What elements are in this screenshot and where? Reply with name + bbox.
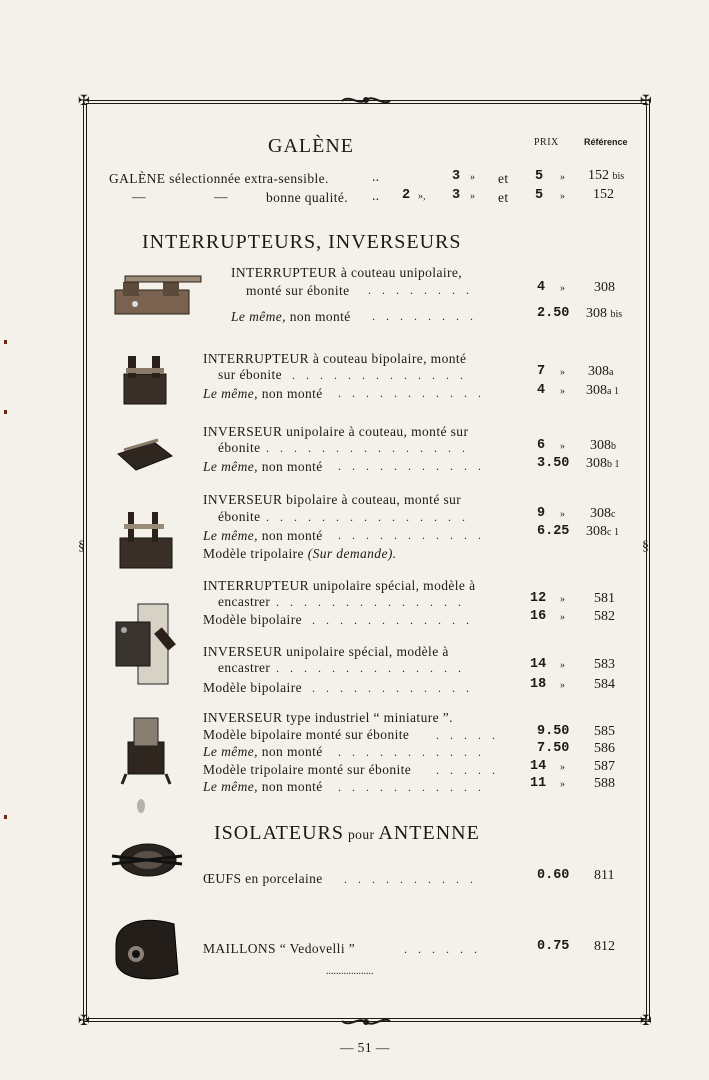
reference-number: 585 [594,724,615,739]
guillemet: » [560,386,565,397]
inverter-unipolar-image [114,436,176,476]
knife-switch-bipolar-image [120,350,170,408]
guillemet: » [560,172,565,183]
dot-leader: . . . . . . . . . . . [338,528,485,542]
section-title-interrupteurs: INTERRUPTEURS, INVERSEURS [142,231,462,253]
reference-number: 152 [593,187,614,202]
dot-leader: . . . . . . . . . . . . [312,613,473,627]
item-description: INVERSEUR unipolaire spécial, modèle à [203,644,449,659]
price: 3 [452,188,461,203]
conjunction-et: et [498,190,509,205]
dot-leader: . . . . . . . . . . . [338,459,485,473]
price: 5 [535,188,544,203]
item-variant: Modèle tripolaire monté sur ébonite [203,762,412,777]
guillemet: » [470,191,475,202]
item-description: MAILLONS “ Vedovelli ” [203,941,356,956]
margin-speck [4,340,7,344]
guillemet: » [560,762,565,773]
guillemet: » [560,509,565,520]
dot-leader: . . . . . [436,728,499,742]
reference-number: 584 [594,677,615,692]
ditto-dash: — [214,189,228,204]
price: 14 [530,657,547,672]
price: 18 [530,677,547,692]
price: 3.50 [537,456,570,471]
dot-leader: . . . . . . . . [368,283,473,297]
reference-number: 588 [594,776,615,791]
ditto-dash: — [132,189,146,204]
price: 4 [537,383,546,398]
price: 9 [537,506,546,521]
guillemet: » [560,441,565,452]
dotted-rule: ................... [326,966,374,977]
price: 0.75 [537,939,570,954]
item-description: INTERRUPTEUR unipolaire spécial, modèle à [203,578,476,593]
guillemet: » [470,172,475,183]
stain-mark [135,798,147,814]
price: 0.60 [537,868,570,883]
dot-leader: . . . . . . . . . . . . . . . [266,510,469,524]
guillemet: » [560,779,565,790]
reference-number: 586 [594,741,615,756]
dot-leader: . . . . . . . . . . . [338,780,485,794]
top-ornament [340,92,392,108]
knife-switch-unipolar-image [113,272,205,318]
bottom-ornament [340,1014,392,1030]
reference-number: 583 [594,657,615,672]
corner-ornament-tl: ✠ [78,94,90,109]
guillemet: », [418,191,426,202]
guillemet: » [560,680,565,691]
item-variant: Modèle bipolaire [203,612,302,627]
item-description: ébonite [218,440,261,455]
item-variant: Modèle bipolaire monté sur ébonite [203,727,410,742]
item-description: INTERRUPTEUR à couteau unipolaire, [231,265,463,280]
item-description: INTERRUPTEUR à couteau bipolaire, monté [203,351,467,366]
page-number: — 51 — [340,1040,390,1055]
price: 16 [530,609,547,624]
item-description: INVERSEUR bipolaire à couteau, monté sur [203,492,462,507]
item-variant: Le même, non monté [203,459,323,474]
porcelain-egg-insulator-image [110,840,184,880]
price: 2.50 [537,306,570,321]
guillemet: » [560,660,565,671]
item-description: monté sur ébonite [246,283,350,298]
price: 5 [535,169,544,184]
item-variant: Modèle tripolaire (Sur demande). [203,546,397,561]
dot-leader: . . . . . . [404,942,481,956]
reference-number: 308b 1 [586,456,620,471]
dot-leader: . . . . . . . . . . . [338,745,485,759]
column-header-prix: PRIX [534,137,559,148]
galene-row2-label: bonne qualité. [266,190,349,205]
item-variant: Modèle bipolaire [203,680,302,695]
item-description: INVERSEUR unipolaire à couteau, monté sur [203,424,469,439]
item-description: ŒUFS en porcelaine [203,871,323,886]
item-variant: Le même, non monté [203,386,323,401]
reference-number: 812 [594,939,615,954]
reference-number: 582 [594,609,615,624]
margin-speck [4,410,7,414]
item-description: encastrer [218,660,271,675]
guillemet: » [560,191,565,202]
dot-leader: . . . . . . . . . . . . . [292,368,467,382]
reference-number: 308c [590,506,616,521]
item-variant: Le même, non monté [203,528,323,543]
dot-leader: .. [372,188,380,203]
price: 4 [537,280,546,295]
guillemet: » [560,594,565,605]
dot-leader: . . . . . . . . . . . . . . [276,595,465,609]
price: 7 [537,364,546,379]
price: 11 [530,776,547,791]
item-description: ébonite [218,509,261,524]
dot-leader: . . . . . . . . [372,309,477,323]
price: 6 [537,438,546,453]
inverter-bipolar-image [116,504,176,572]
reference-number: 308 bis [586,306,623,321]
item-variant: Le même, non monté [203,744,323,759]
price: 14 [530,759,547,774]
section-title-galene: GALÈNE [268,135,354,157]
reference-number: 308c 1 [586,524,619,539]
section-title-isolateurs: ISOLATEURS pour ANTENNE [214,822,480,844]
price: 12 [530,591,547,606]
price: 9.50 [537,724,570,739]
price: 7.50 [537,741,570,756]
vedovelli-link-insulator-image [108,914,182,984]
reference-number: 308 [594,280,615,295]
dot-leader: .. [372,169,380,184]
dot-leader: . . . . . . . . . . . . . . . [266,441,469,455]
item-variant: Le même, non monté [203,779,323,794]
galene-row1-label: GALÈNE sélectionnée extra-sensible. [109,171,329,186]
guillemet: » [560,612,565,623]
reference-number: 152 bis [588,168,625,183]
reference-number: 581 [594,591,615,606]
dot-leader: . . . . . . . . . . . . . . [276,661,465,675]
item-description: INVERSEUR type industriel “ miniature ”. [203,710,453,725]
price: 2 [402,188,411,203]
item-description: encastrer [218,594,271,609]
dot-leader: . . . . . . . . . . . . [312,681,473,695]
flush-switch-image [110,600,182,686]
guillemet: » [560,367,565,378]
corner-ornament-tr: ✠ [640,94,652,109]
conjunction-et: et [498,171,509,186]
dot-leader: . . . . . . . . . . [344,872,477,886]
price: 6.25 [537,524,570,539]
reference-number: 811 [594,868,615,883]
column-header-reference: Référence [584,137,628,147]
item-variant: Le même, non monté [231,309,351,324]
reference-number: 308b [590,438,616,453]
margin-speck [4,815,7,819]
reference-number: 308a [588,364,614,379]
reference-number: 308a 1 [586,383,619,398]
dot-leader: . . . . . . . . . . . [338,386,485,400]
dot-leader: . . . . . [436,763,499,777]
side-ornament-left: § [78,539,85,554]
guillemet: » [560,283,565,294]
side-ornament-right: § [642,539,649,554]
corner-ornament-bl: ✠ [78,1014,90,1029]
reference-number: 587 [594,759,615,774]
price: 3 [452,169,461,184]
item-description: sur ébonite [218,367,283,382]
miniature-inverter-image [118,712,174,786]
corner-ornament-br: ✠ [640,1014,652,1029]
